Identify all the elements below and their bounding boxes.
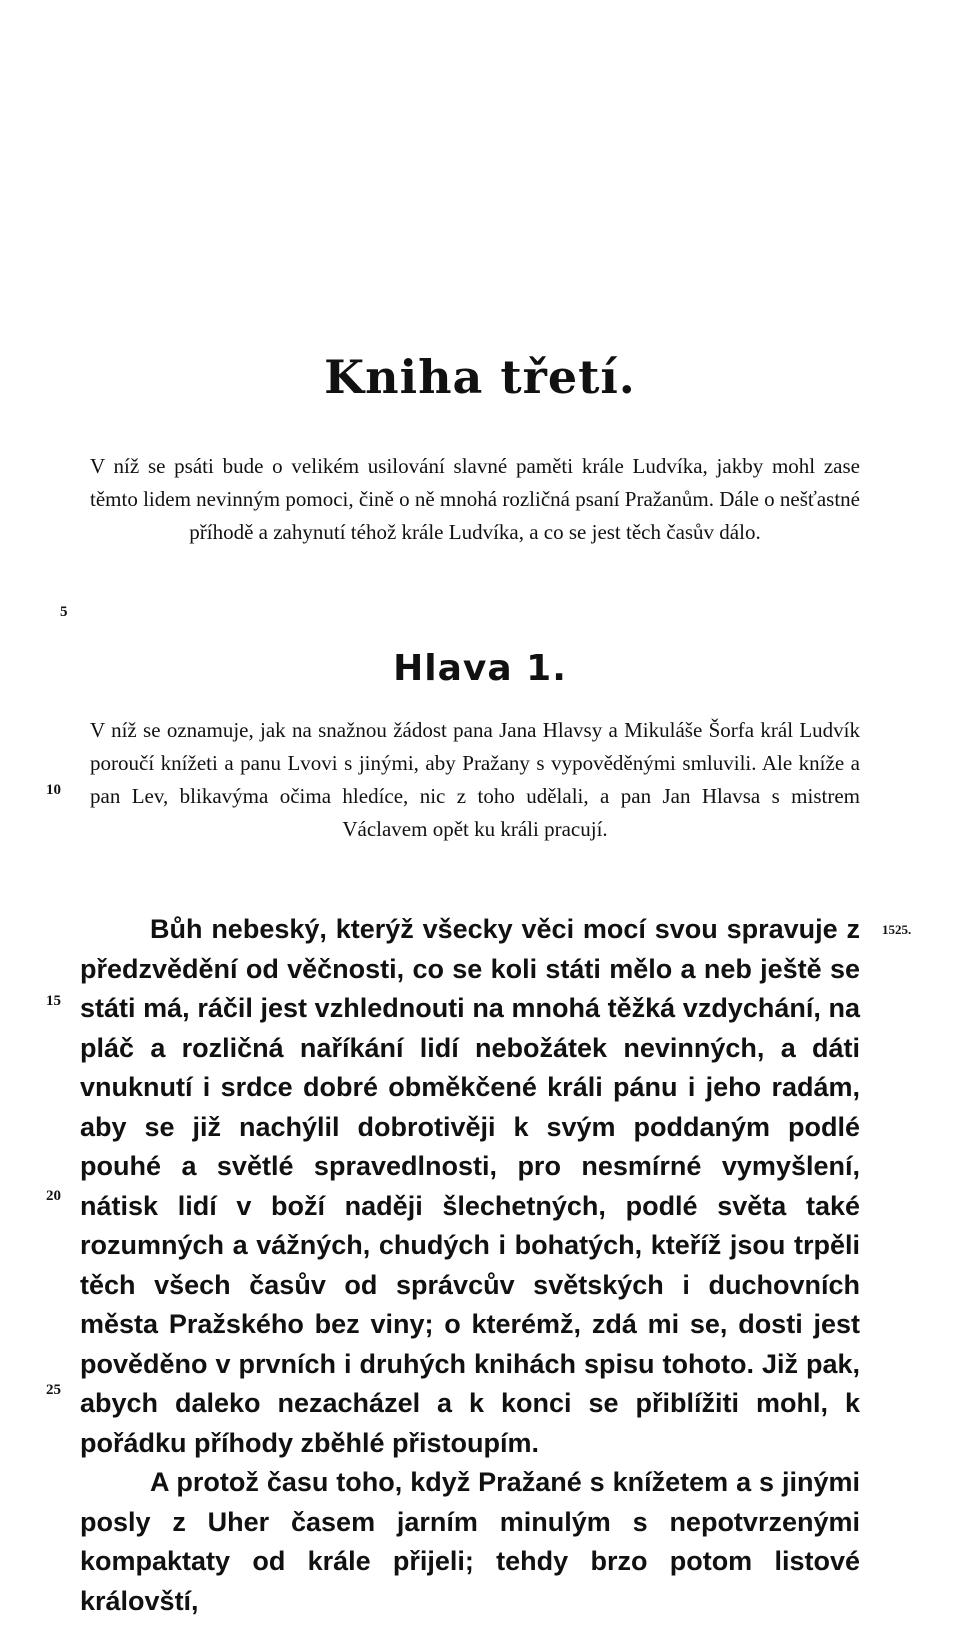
- paragraph: A protož času toho, když Pražané s knížetem a s jinými posly z Uher časem jarním minulým s nepotvrzenými kompaktaty od krále přijeli; tehdy brzo potom listové královští,: [80, 1467, 860, 1616]
- margin-year: 1525.: [882, 922, 912, 937]
- paragraph: Bůh nebeský, kterýž všecky věci mocí svou spravuje z předzvědění od věčnosti, co se koli státi mělo a neb ještě se státi má, ráčil jest vzhlednouti na mnohá těžká vzdychání, na pláč a rozličná naříkání lidí nebožátek nevinných, a dáti vnuknutí i srdce dobré obměkčené králi pánu i jeho radám, aby se již nachýlil dobrotivěji k svým poddaným podlé pouhé a světlé spravedlnosti, pro nesmírné vymyšlení, nátisk lidí v boží naději šlechetných, podlé světa také rozumných a vážných, chudých i bohatých, kteříž jsou trpěli těch všech časův od správcův světských i duchovních města Pražského bez viny; o kterémž, zdá mi se, dosti jest pověděno v prvních i druhých knihách spisu tohoto. Již pak, abych daleko nezacházel a k konci se přiblížiti mohl, k pořádku příhody zběhlé přistoupím.: [80, 914, 860, 1458]
- chapter-title: Hlava 1.: [393, 648, 567, 689]
- chapter-summary: V níž se oznamuje, jak na snažnou žádost pana Jana Hlavsy a Mikuláše Šorfa král Ludvík poroučí knížeti a panu Lvovi s jinými, aby Pražany s vypověděnými smluvili. Ale kníže a pan Lev, blikavýma očima hledíce, nic z toho udělali, a pan Jan Hlavsa s mistrem Václavem opět ku králi pracují.: [90, 718, 860, 841]
- line-number: 15: [46, 993, 61, 1009]
- body-text: [80, 910, 860, 1621]
- line-number: 20: [46, 1188, 61, 1204]
- line-number: 5: [60, 604, 68, 620]
- book-title: Kniha třetí.: [324, 350, 636, 404]
- book-summary: V níž se psáti bude o velikém usilování slavné paměti krále Ludvíka, jakby mohl zase těmto lidem nevinným pomoci, čině o ně mnohá rozličná psaní Pražanům. Dále o nešťastné příhodě a zahynutí téhož krále Ludvíka, a co se jest těch časův dálo.: [90, 454, 861, 544]
- line-number: 25: [46, 1382, 61, 1398]
- line-number: 10: [46, 782, 61, 798]
